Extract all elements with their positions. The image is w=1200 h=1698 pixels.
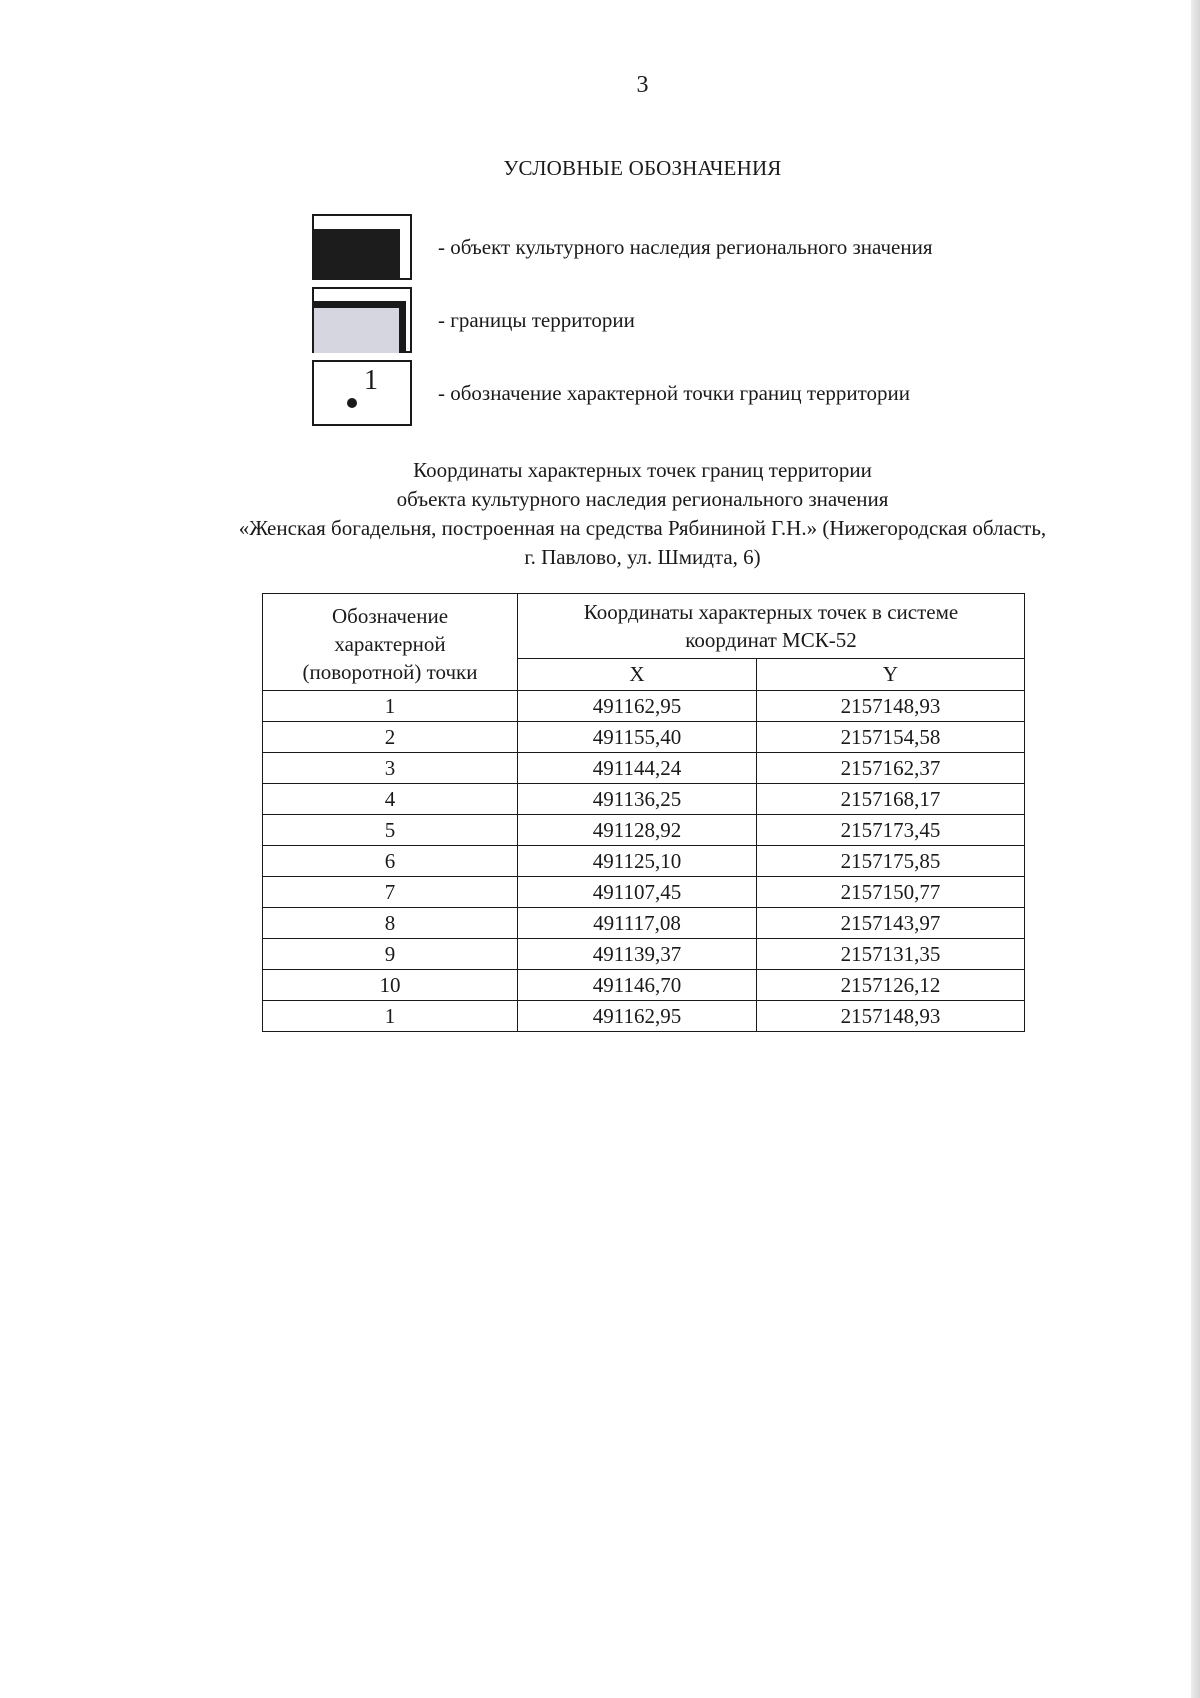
legend-item-object [312,213,932,281]
legend-text-object: - объект культурного наследия регионального значения [438,234,933,259]
cell-point: 7 [263,877,518,908]
table-row [263,815,1025,846]
point-dot-icon [347,398,357,408]
legend-item-point [312,359,910,427]
header-designation-line: характерной [334,632,446,656]
table-row [263,722,1025,753]
cell-point: 9 [263,939,518,970]
table-row [263,691,1025,722]
cell-y: 2157175,85 [757,846,1025,877]
cell-y: 2157131,35 [757,939,1025,970]
table-row [263,877,1025,908]
legend-symbol-object [312,214,412,280]
table-row [263,753,1025,784]
cell-y: 2157148,93 [757,691,1025,722]
heading-line: «Женская богадельня, построенная на средства Рябининой Г.Н.» (Нижегородская область, [238,516,1047,540]
cell-x: 491125,10 [518,846,757,877]
heading-line: объекта культурного наследия регионального значения [396,487,889,511]
cell-x: 491136,25 [518,784,757,815]
cell-x: 491117,08 [518,908,757,939]
cell-x: 491128,92 [518,815,757,846]
cell-x: 491146,70 [518,970,757,1001]
cell-point: 5 [263,815,518,846]
territory-swatch [314,301,406,353]
point-label: 1 [364,365,378,396]
cell-point: 2 [263,722,518,753]
cell-x: 491139,37 [518,939,757,970]
table-row [263,939,1025,970]
header-designation-line: Обозначение [331,604,449,628]
cell-x: 491107,45 [518,877,757,908]
legend-item-territory [312,286,635,354]
table-row [263,970,1025,1001]
header-coordinates-line: координат МСК-52 [685,628,857,652]
header-designation [263,594,518,691]
header-designation-line: (поворотной) точки [302,660,478,684]
table-row [263,1001,1025,1032]
cell-y: 2157126,12 [757,970,1025,1001]
cell-y: 2157162,37 [757,753,1025,784]
cell-y: 2157150,77 [757,877,1025,908]
cell-point: 1 [263,1001,518,1032]
header-x: X [518,659,757,691]
cell-y: 2157148,93 [757,1001,1025,1032]
cell-point: 4 [263,784,518,815]
cell-point: 8 [263,908,518,939]
legend-text-point: - обозначение характерной точки границ территории [438,380,911,405]
header-coordinates-line: Координаты характерных точек в системе [583,600,959,624]
heading-line: г. Павлово, ул. Шмидта, 6) [524,545,761,569]
table-row [263,908,1025,939]
heading-line: Координаты характерных точек границ территории [413,458,872,482]
coordinates-heading [0,456,1200,572]
legend-symbol-point [312,360,412,426]
cell-point: 10 [263,970,518,1001]
table-row [263,784,1025,815]
table-row [263,846,1025,877]
cell-x: 491155,40 [518,722,757,753]
cell-x: 491162,95 [518,1001,757,1032]
legend-text-territory: - границы территории [438,307,635,332]
legend-title: УСЛОВНЫЕ ОБОЗНАЧЕНИЯ [503,156,782,180]
cell-x: 491162,95 [518,691,757,722]
header-y: Y [757,659,1025,691]
cell-point: 6 [263,846,518,877]
coordinates-table [262,593,1025,1032]
table-body [263,691,1025,1032]
cell-point: 1 [263,691,518,722]
cell-point: 3 [263,753,518,784]
cell-y: 2157173,45 [757,815,1025,846]
page-number: 3 [636,72,649,98]
cell-y: 2157168,17 [757,784,1025,815]
cell-x: 491144,24 [518,753,757,784]
cell-y: 2157154,58 [757,722,1025,753]
header-coordinates [518,594,1025,659]
object-swatch [314,229,400,280]
legend-symbol-territory [312,287,412,353]
page-edge [1191,0,1200,1698]
cell-y: 2157143,97 [757,908,1025,939]
